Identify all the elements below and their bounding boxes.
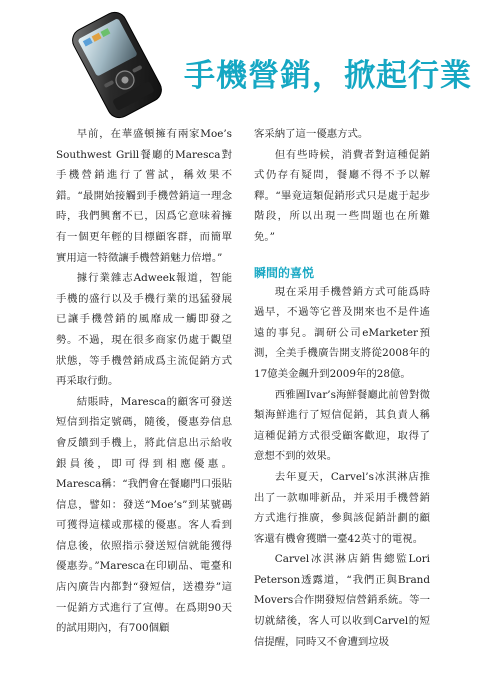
- body-paragraph: 現在采用手機營銷方式可能爲時過早，不過等它普及開來也不是件遙遠的事兒。調研公司eMarketer預測，全美手機廣告開支將從2008年的17億美金飆升到2009年的28億。: [254, 285, 430, 380]
- body-paragraph: 去年夏天，Carvel’s冰淇淋店推出了一款咖啡新品，并采用手機營銷方式進行推廣，參與該促銷計劃的顧客還有機會獲贈一臺42英寸的電視。: [254, 470, 430, 545]
- body-paragraph: 早前，在華盛頓擁有兩家Moe’s Southwest Grill餐廳的Maresca對手機營銷進行了嘗試，稱效果不錯。“最開始接觸到手機營銷這一理念時，我們興奮不已，因爲它意味着擁有一個更年輕的目標顧客群，而簡單實用這一特徵讓手機營銷魅力倍增。”: [56, 128, 232, 264]
- body-paragraph: 但有些時候，消費者對這種促銷式仍存有疑問，餐廳不得不予以解釋。“畢竟這類促銷形式只是處于起步階段，所以出現一些問題也在所難免。”: [254, 148, 430, 243]
- body-paragraph: 結賬時，Maresca的顧客可發送短信到指定號碼，隨後，優惠券信息會反饋到手機上，將此信息出示給收銀員後，即可得到相應優惠。Maresca稱：“我們會在餐廳門口張貼信息，譬如：發送“Moe’s”到某號碼可獲得這樣或那樣的優惠。客人看到信息後，依照指示發送短信就能獲得優惠券。”Maresca在印刷品、電臺和店內廣告内都對“發短信，送禮券”這一促銷方式進行了宣傳。在爲期90天的試用期內，有700個顧: [56, 395, 232, 635]
- section-subhead: 瞬間的喜悦: [254, 265, 315, 280]
- body-paragraph: Carvel冰淇淋店銷售總監Lori Peterson透露道，“我們正與Brand Movers合作開發短信營銷系統。等一切就緒後，客人可以收到Carvel的短信提醒，同時又不會遭到垃圾: [254, 553, 430, 648]
- continued-paragraph: 客采納了這一優惠方式。: [254, 128, 369, 140]
- article-headline: 手機營銷，掀起行業: [184, 58, 472, 94]
- body-paragraph: 西雅圖Ivar’s海鮮餐廳此前曾對微類海鮮進行了短信促銷，其負責人稱這種促銷方式很受顧客歡迎，取得了意想不到的效果。: [254, 388, 430, 463]
- body-paragraph: 據行業雜志Adweek報道，智能手機的盛行以及手機行業的迅猛發展已讓手機營銷的風靡成一觸即發之勢。不過，現在很多商家仍處于觀望狀態，等手機營銷成爲主流促銷方式再采取行動。: [56, 272, 232, 388]
- right-column: [254, 124, 430, 652]
- left-column: [56, 124, 232, 639]
- smartphone-photo: [58, 10, 176, 120]
